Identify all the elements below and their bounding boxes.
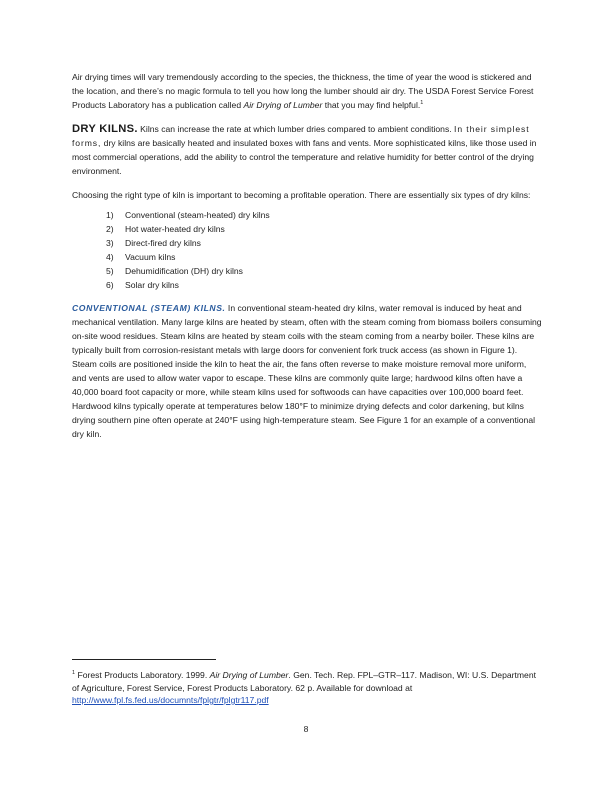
footnote bbox=[72, 669, 542, 707]
list-label: Conventional (steam-heated) dry kilns bbox=[125, 210, 270, 220]
list-item bbox=[106, 278, 542, 292]
page-number: 8 bbox=[303, 724, 309, 734]
list-number: 5) bbox=[106, 266, 114, 276]
list-item bbox=[106, 250, 542, 264]
dry-kilns-paragraph bbox=[72, 122, 542, 178]
list-number: 6) bbox=[106, 280, 114, 290]
list-label: Vacuum kilns bbox=[125, 252, 176, 262]
footnote-reference[interactable]: 1 bbox=[420, 100, 424, 107]
publication-title: Air Drying of Lumber bbox=[243, 100, 323, 110]
conventional-kilns-heading: CONVENTIONAL (STEAM) KILNS. bbox=[72, 303, 226, 313]
list-item bbox=[106, 222, 542, 236]
intro-text-end: that you may find helpful. bbox=[322, 100, 421, 110]
list-number: 2) bbox=[106, 224, 114, 234]
kiln-types-intro: Choosing the right type of kiln is important to becoming a profitable operation. There are essentially six types of dry kilns: bbox=[72, 190, 531, 200]
list-number: 1) bbox=[106, 210, 114, 220]
footnote-text-end: . Gen. Tech. Rep. FPL–GTR–117. Madison, WI: U.S. Department of Agriculture, Forest Service, Forest Products Laboratory. 62 p. Available for download at bbox=[72, 670, 536, 693]
conventional-kilns-text: In conventional steam-heated dry kilns, water removal is induced by heat and mechanical ventilation. Many large kilns are heated by steam, often with the steam coming from biomass boilers consuming on-site wood residues. Steam kilns are heated by steam coils with the steam coming from a nearby boiler. These kilns are typically built from corrosion-resistant metals with large doors for convenient fork truck access (as shown in Figure 1). Steam coils are positioned inside the kiln to heat the air, the fans often reverse to make moisture removal more uniform, and vents are used to allow water vapor to escape. These kilns are commonly quite large; hardwood kilns often have a 40,000 board foot capacity or more, while steam kilns used for softwoods can have capacities over 100,000 board feet. Hardwood kilns typically operate at temperatures below 180°F to minimize drying defects and color darkening, but kilns drying southern pine often operate at 240°F using high-temperature steam. See Figure 1 for an example of a conventional dry kiln. bbox=[72, 303, 542, 439]
list-item bbox=[106, 208, 542, 222]
list-item bbox=[106, 264, 542, 278]
dry-kilns-heading: DRY KILNS. bbox=[72, 123, 138, 135]
list-label: Hot water-heated dry kilns bbox=[125, 224, 225, 234]
list-label: Solar dry kilns bbox=[125, 280, 179, 290]
footnote-marker: 1 bbox=[72, 670, 76, 677]
intro-text: Air drying times will vary tremendously according to the species, the thickness, the time of year the wood is stickered and the location, and there’s no magic formula to tell you how long the lumber should air dry. The USDA Forest Service Forest Products Laboratory has a publication called bbox=[72, 72, 534, 110]
page-body bbox=[72, 70, 542, 441]
footnote-publication-title: Air Drying of Lumber bbox=[209, 670, 289, 680]
dry-kilns-text: Kilns can increase the rate at which lumber dries compared to ambient conditions. bbox=[137, 124, 455, 134]
intro-paragraph bbox=[72, 70, 542, 112]
dry-kilns-text-end: dry kilns are basically heated and insulated boxes with fans and vents. More sophisticated kilns, like those used in most commercial operations, add the ability to control the temperature and relative humidity for better control of the drying environment. bbox=[72, 138, 537, 176]
conventional-kilns-paragraph bbox=[72, 301, 542, 441]
list-item bbox=[106, 236, 542, 250]
list-label: Dehumidification (DH) dry kilns bbox=[125, 266, 243, 276]
footnote-divider bbox=[72, 659, 216, 660]
list-number: 4) bbox=[106, 252, 114, 262]
kiln-types-list bbox=[72, 208, 542, 292]
footnote-text: Forest Products Laboratory. 1999. bbox=[75, 670, 210, 680]
list-label: Direct-fired dry kilns bbox=[125, 238, 201, 248]
footnote-download-link[interactable]: http://www.fpl.fs.fed.us/documnts/fplgtr/fplgtr117.pdf bbox=[72, 695, 269, 705]
dry-kilns-spaced-text: In their simplest forms, bbox=[72, 124, 530, 148]
list-number: 3) bbox=[106, 238, 114, 248]
